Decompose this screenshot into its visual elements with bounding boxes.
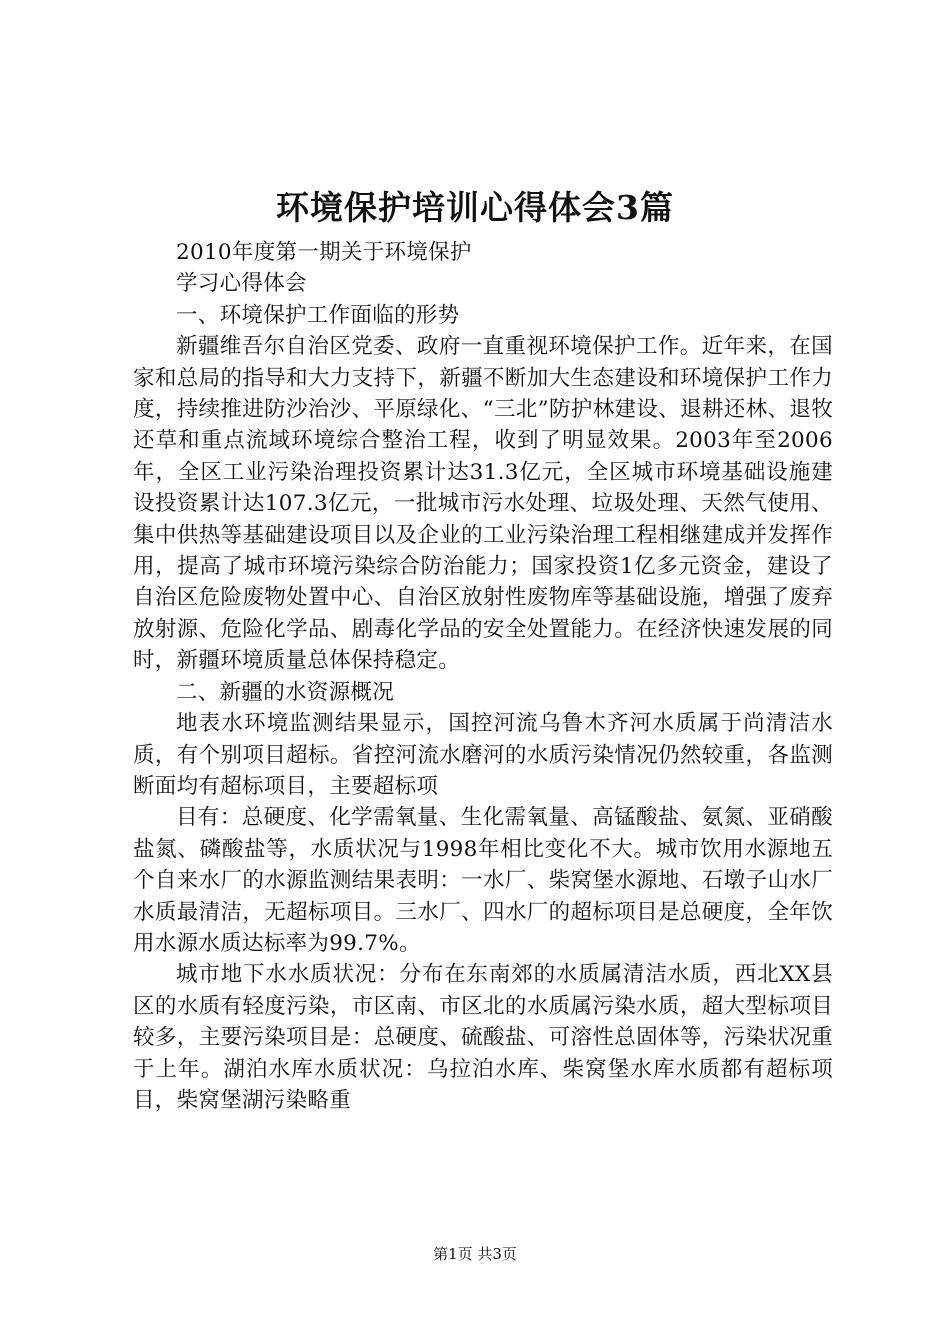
section-heading-situation: 一、环境保护工作面临的形势 (176, 302, 460, 328)
paragraph-water-items: 目有：总硬度、化学需氧量、生化需氧量、高锰酸盐、氨氮、亚硝酸盐氮、磷酸盐等，水质状况与1998年相比变化不大。城市饮用水源地五个自来水厂的水源监测结果表明：一水厂、柴窝堡水源地、石墩子山水厂水质最清洁，无超标项目。三水厂、四水厂的超标项目是总硬度，全年饮用水源水质达标率为99.7%。 (133, 805, 833, 956)
paragraph-subtitle-line2: 学习心得体会 (176, 271, 307, 297)
paragraph-situation: 新疆维吾尔自治区党委、政府一直重视环境保护工作。近年来，在国家和总局的指导和大力支持下，新疆不断加大生态建设和环境保护工作力度，持续推进防沙治沙、平原绿化、“三北”防护林建设、退耕还林、退牧还草和重点流域环境综合整治工程，收到了明显效果。2003年至2006年，全区工业污染治理投资累计达31.3亿元，全区城市环境基础设施建设投资累计达107.3亿元，一批城市污水处理、垃圾处理、天然气使用、集中供热等基础建设项目以及企业的工业污染治理工程相继建成并发挥作用，提高了城市环境污染综合防治能力；国家投资1亿多元资金，建设了自治区危险废物处置中心、自治区放射性废物库等基础设施，增强了废弃放射源、危险化学品、剧毒化学品的安全处置能力。在经济快速发展的同时，新疆环境质量总体保持稳定。 (133, 334, 833, 674)
paragraph-surface-water: 地表水环境监测结果显示，国控河流乌鲁木齐河水质属于尚清洁水质，有个别项目超标。省控河流水磨河的水质污染情况仍然较重，各监测断面均有超标项目，主要超标项 (133, 711, 833, 799)
document-body (133, 237, 833, 1116)
paragraph-subtitle-line1: 2010年度第一期关于环境保护 (176, 240, 472, 265)
section-heading-water: 二、新疆的水资源概况 (176, 679, 395, 705)
paragraph-groundwater: 城市地下水水质状况：分布在东南郊的水质属清洁水质，西北XX县区的水质有轻度污染，市区南、市区北的水质属污染水质，超大型标项目较多，主要污染项目是：总硬度、硫酸盐、可溶性总固体等，污染状况重于上年。湖泊水库水质状况：乌拉泊水库、柴窝堡水库水质都有超标项目，柴窝堡湖污染略重 (133, 962, 833, 1113)
page-number-footer: 第1页 共3页 (433, 1245, 517, 1263)
document-title: 环境保护培训心得体会3篇 (276, 188, 674, 227)
